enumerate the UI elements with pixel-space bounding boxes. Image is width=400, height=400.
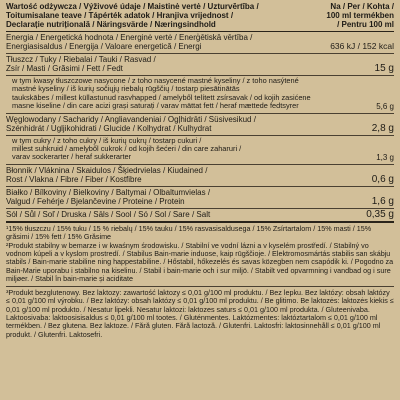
nutrient-value: 636 kJ / 152 kcal bbox=[330, 41, 394, 51]
header-per-100ml: Na / Per / Kohta / 100 ml termékben / Pentru 100 ml bbox=[326, 2, 394, 29]
nutrient-name: Tłuszcz / Tuky / Riebalai / Tauki / Rasvad / Zsír / Masti / Grăsimi / Fett / Fedt bbox=[6, 55, 156, 73]
nutrient-row-energy bbox=[6, 32, 394, 54]
nutrient-name: Energia / Energetická hodnota / Energinė vertė / Enerģētiskā vērtība / Energiasisaldus / Energija / Valoare energetică / Energi bbox=[6, 33, 253, 51]
footnote-gluten-lactose bbox=[6, 287, 394, 339]
header-languages: Wartość odżywcza / Výživové údaje / Maistinė vertė / Uzturvērtība / Toitumisalane teave / Tápérték adatok / Hranjiva vrijednost / Declarație nutrițională / Näringsvärde / Næringsindhold bbox=[6, 2, 259, 29]
nutrient-name: Węglowodany / Sacharidy / Angliavandeniai / Ogļhidrāti / Süsivesikud / Szénhidrát / Ugljikohidrati / Glucide / Kolhydrat / Kulhydrat bbox=[6, 114, 256, 133]
nutrient-value: 0,35 g bbox=[366, 208, 394, 220]
nutrient-row-sugars bbox=[6, 136, 394, 165]
nutrient-row-saturated-fat bbox=[6, 76, 394, 114]
footnote-fat-percentage: ¹15% tłuszczu / 15% tuku / 15 % riebalų / 15% tauku / 15% rasvasisaldusega / 15% Zsírtartalom / 15% masti / 15% grăsimi / 15% fett / 15% Grăsime bbox=[6, 223, 372, 242]
footnote-stability: ²Produkt stabilny w bemarze i w kwaśnym środowisku. / Stabilní ve vodní lázni a v kyselém prostředí. / Stabilný vo vodnom kúpeli a v kyslom prostredí. / Stabilus Bain-marie induose, kaip rūgščioje. / Elektromosmártás stabilis san skábju stabils / Bain-marie stabiline ning happestabiline. / Hőstabil, hőkezelés és savas közegben nem csapódik ki. / Pogodno za Bain-Marie uporabu i stabilno na kiselinu. / Stabil i bain-marie och i sur miljö. / Stabilt ved opvarmning i vandbad og i sure miljøer. / Stabil în bain-marie și aciditate bbox=[6, 240, 394, 284]
nutrient-row-fat bbox=[6, 54, 394, 76]
nutrient-value: 5,6 g bbox=[376, 101, 394, 111]
nutrient-name: w tym cukry / z toho cukry / iš kurių cukrų / tostarp cukuri / millest suhkruid / amelyből cukrok / od kojih šećeri / din care zaharuri / varav sockerarter / heraf sukkerarter bbox=[12, 135, 242, 162]
nutrient-name: Białko / Bílkoviny / Bielkoviny / Baltymai / Olbaltumvielas / Valgud / Fehérje / Bjelančevine / Proteine / Protein bbox=[6, 187, 211, 206]
nutrient-row-salt bbox=[6, 209, 394, 223]
nutrient-row-carbohydrate bbox=[6, 114, 394, 136]
footnote-gluten-lactose-text: ³Produkt bezglutenowy. Bez laktozy: zawartość laktozy ≤ 0,01 g/100 ml produktu. / Bez lepku. Bez laktózy: obsah laktózy ≤ 0,01 g/100 ml výrobku. / Bez laktózy: obsah laktózy ≤ 0,01 g/100 ml produktu. / Be glitimo. Be laktozės: laktozės kiekis ≤ 0,01 g/100 ml produkto. / Nesatur lipekli. Nesatur laktozi: laktozes saturs ≤ 0,01 g/100 ml produkta. / Gluteenivaba. Laktoosivaba: laktoosisisaldus ≤ 0,01 g/100 ml tootes. / Gluténmentes. Laktózmentes: laktóztartalom ≤ 0,01 g/100 ml termékben. / Bez glutena. Bez laktoze. / Fără gluten. Fără lactoză. / Glutenfri. Laktosfri: laktosinnehåll ≤ 0,01 g/100 ml produkt. / Glutenfri. Laktosefri. bbox=[6, 287, 394, 339]
nutrient-name: w tym kwasy tłuszczowe nasycone / z toho nasycené mastné kyseliny / z toho nasýtené mastné kyseliny / iš kurių sočiųjų riebalų rūgščių / tostarp piesātinātās taukskābes / millest küllastunud rasvhapped / amelyből telített zsírsavak / od kojih zasićene masne kiseline / din care acizi grași saturați / varav mättat fett / heraf mættede fedtsyrer bbox=[12, 76, 311, 111]
nutrient-name: Błonnik / Vláknina / Skaidulos / Šķiedrvielas / Kiudained / Rost / Vlakna / Fibre / Fiber / Kostfibre bbox=[6, 165, 208, 184]
nutrient-value: 1,3 g bbox=[376, 152, 394, 162]
nutrient-name: Sól / Sůl / Soľ / Druska / Sāls / Sool / Só / Sol / Sare / Salt bbox=[6, 209, 211, 219]
nutrition-header bbox=[6, 2, 394, 32]
nutrient-value: 15 g bbox=[374, 63, 394, 74]
nutrient-value: 2,8 g bbox=[371, 122, 394, 134]
nutrient-row-fibre bbox=[6, 165, 394, 187]
nutrient-value: 0,6 g bbox=[371, 173, 394, 185]
footnotes bbox=[6, 223, 394, 287]
nutrient-row-protein bbox=[6, 187, 394, 209]
nutrient-value: 1,6 g bbox=[371, 195, 394, 207]
